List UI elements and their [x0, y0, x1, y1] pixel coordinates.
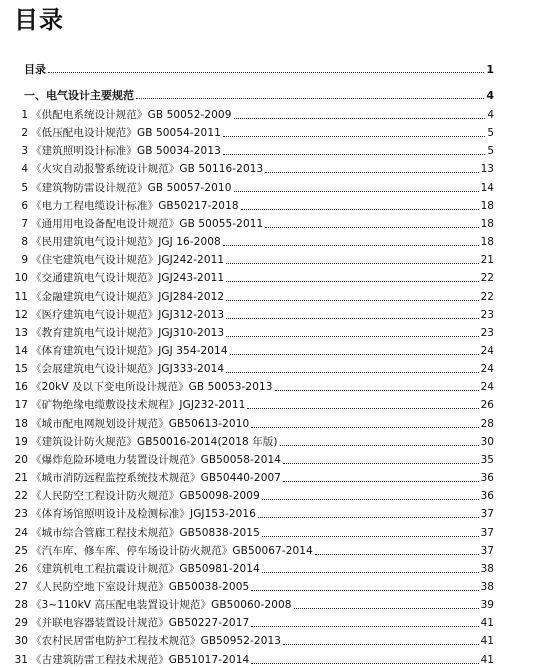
- toc-entry[interactable]: [0, 634, 494, 648]
- dot-leader: [283, 463, 479, 464]
- toc-entry-label: 《古建筑防雷工程技术规范》GB51017-2014: [31, 653, 250, 666]
- toc-page-number: 37: [480, 544, 494, 557]
- toc-entry[interactable]: [0, 562, 494, 576]
- toc-page-number: 14: [480, 181, 494, 194]
- toc-page-number: 30: [480, 435, 494, 448]
- toc-entry-number: 25: [14, 544, 28, 557]
- toc-entry-number: 24: [14, 526, 28, 539]
- toc-entry-label: 《并联电容器装置设计规范》GB50227-2017: [31, 617, 250, 630]
- dot-leader: [294, 608, 479, 609]
- toc-entry[interactable]: [0, 290, 494, 304]
- toc-entry[interactable]: [0, 417, 494, 431]
- toc-entry-number: 17: [14, 399, 28, 412]
- toc-entry-number: 2: [21, 127, 28, 140]
- dot-leader: [226, 372, 478, 373]
- toc-entry[interactable]: [0, 598, 494, 612]
- toc-entry-number: 28: [14, 599, 28, 611]
- dot-leader: [234, 118, 486, 119]
- dot-leader: [226, 318, 478, 319]
- toc-entry-label: 《城市综合管廊工程技术规范》GB50838-2015: [31, 526, 260, 539]
- toc-page-number: 24: [480, 363, 494, 376]
- toc-entry-number: 27: [14, 580, 28, 593]
- toc-entry-number: 6: [21, 199, 28, 212]
- toc-page-number: 24: [480, 344, 494, 357]
- toc-page-number: 41: [480, 635, 494, 648]
- toc-entry[interactable]: [0, 162, 494, 176]
- toc-entry[interactable]: [0, 181, 494, 195]
- toc-entry-number: 31: [14, 653, 28, 666]
- toc-entry-label: 《教育建筑电气设计规范》JGJ310-2013: [31, 326, 225, 339]
- dot-leader: [251, 590, 478, 591]
- toc-entry-label: 《建筑机电工程抗震设计规范》GB50981-2014: [31, 562, 260, 575]
- dot-leader: [234, 191, 479, 192]
- toc-entry-label: 《电力工程电缆设计标准》GB50217-2018: [31, 199, 239, 212]
- dot-leader: [223, 245, 479, 246]
- toc-entry-number: 26: [14, 562, 28, 575]
- toc-entry-label: 《城市消防远程监控系统技术规范》GB50440-2007: [31, 472, 282, 484]
- dot-leader: [262, 572, 479, 573]
- toc-entry-label: 《医疗建筑电气设计规范》JGJ312-2013: [31, 308, 225, 321]
- dot-leader: [262, 499, 479, 500]
- toc-entry-number: 16: [14, 381, 28, 394]
- toc-page-number: 41: [480, 617, 494, 630]
- toc-entry[interactable]: [0, 471, 494, 485]
- toc-page-number: 41: [480, 653, 494, 666]
- toc-entry-number: 14: [14, 344, 28, 357]
- dot-leader: [247, 408, 478, 409]
- toc-entry[interactable]: [0, 580, 494, 594]
- toc-page-number: 23: [480, 308, 494, 321]
- toc-entry-number: 12: [14, 308, 28, 321]
- toc-entry-number: 10: [14, 272, 28, 285]
- toc-entry-number: 15: [14, 363, 28, 376]
- toc-entry-number: 5: [21, 181, 28, 194]
- toc-entry-number: 23: [14, 508, 28, 521]
- toc-entry[interactable]: [0, 235, 494, 249]
- toc-page-number: 21: [480, 254, 494, 267]
- toc-entry[interactable]: [0, 144, 494, 158]
- dot-leader: [251, 427, 478, 428]
- toc-entry[interactable]: [0, 380, 494, 394]
- toc-entry-number: 19: [14, 435, 28, 448]
- dot-leader: [315, 554, 479, 555]
- toc-page-number: 24: [480, 381, 494, 394]
- toc-page-number: 26: [480, 399, 494, 412]
- toc-entry-label: 《体育建筑电气设计规范》JGJ 354-2014: [31, 344, 228, 357]
- toc-entry-label: 《体育场馆照明设计及检测标准》JGJ153-2016: [31, 508, 256, 521]
- toc-top-label: 一、电气设计主要规范: [24, 89, 134, 102]
- toc-entry[interactable]: [0, 398, 494, 412]
- toc-entry-label: 《金融建筑电气设计规范》JGJ284-2012: [31, 290, 225, 303]
- toc-entry-label: 《民用建筑电气设计规范》JGJ 16-2008: [31, 236, 221, 248]
- toc-entry-label: 《建筑照明设计标准》GB 50034-2013: [31, 145, 221, 158]
- toc-page-number: 5: [487, 145, 494, 158]
- toc-entry-label: 《供配电系统设计规范》GB 50052-2009: [31, 109, 232, 121]
- toc-entry[interactable]: [0, 526, 494, 540]
- dot-leader: [265, 172, 478, 173]
- toc-entry-label: 《20kV 及以下变电所设计规范》GB 50053-2013: [31, 381, 273, 394]
- toc-entry-label: 《低压配电设计规范》GB 50054-2011: [31, 127, 221, 140]
- toc-entry[interactable]: [0, 489, 494, 503]
- toc-page-number: 37: [480, 526, 494, 539]
- toc-entry-label: 《建筑物防雷设计规范》GB 50057-2010: [31, 181, 232, 194]
- toc-page-number: 22: [480, 290, 494, 303]
- toc-page-number: 18: [480, 236, 494, 248]
- toc-entry[interactable]: [0, 199, 494, 213]
- toc-entry[interactable]: [0, 126, 494, 140]
- toc-entry-label: 《3~110kV 高压配电装置设计规范》GB50060-2008: [31, 599, 292, 611]
- dot-leader: [251, 626, 478, 627]
- toc-page-number: 36: [480, 472, 494, 484]
- toc-entry-number: 21: [14, 472, 28, 484]
- toc-entry[interactable]: [0, 271, 494, 285]
- toc-entry-label: 《会展建筑电气设计规范》JGJ333-2014: [31, 363, 225, 376]
- toc-entry-number: 4: [21, 163, 28, 176]
- toc-entry-number: 7: [21, 217, 28, 230]
- toc-entry-number: 18: [14, 417, 28, 430]
- dot-leader: [251, 663, 478, 664]
- toc-entry-number: 11: [14, 290, 28, 303]
- toc-entry[interactable]: [0, 344, 494, 358]
- toc-page-number: 23: [480, 326, 494, 339]
- toc-top-item[interactable]: [24, 62, 494, 76]
- toc-entry-number: 29: [14, 617, 28, 630]
- toc-entry-label: 《爆炸危险环境电力装置设计规范》GB50058-2014: [31, 453, 282, 466]
- toc-page-number: 1: [486, 63, 494, 76]
- dot-leader: [226, 263, 478, 264]
- toc-page-number: 36: [480, 490, 494, 503]
- dot-leader: [241, 209, 479, 210]
- toc-page-number: 38: [480, 580, 494, 593]
- toc-page-number: 28: [480, 417, 494, 430]
- toc-entry[interactable]: [0, 108, 494, 122]
- toc-entry-number: 22: [14, 490, 28, 503]
- dot-leader: [280, 445, 479, 446]
- dot-leader: [262, 536, 479, 537]
- toc-entry-label: 《人民防空地下室设计规范》GB50038-2005: [31, 580, 250, 593]
- toc-page-number: 22: [480, 272, 494, 285]
- toc-entry[interactable]: [0, 217, 494, 231]
- toc-entry[interactable]: [0, 453, 494, 467]
- dot-leader: [223, 154, 485, 155]
- toc-entry[interactable]: [0, 326, 494, 340]
- toc-entry-label: 《火灾自动报警系统设计规范》GB 50116-2013: [31, 163, 264, 176]
- toc-entry-number: 20: [14, 453, 28, 466]
- toc-entry[interactable]: [0, 507, 494, 521]
- toc-page-number: 18: [480, 217, 494, 230]
- dot-leader: [275, 390, 479, 391]
- dot-leader: [136, 98, 484, 99]
- toc-page-number: 37: [480, 508, 494, 521]
- toc-entry-number: 3: [21, 145, 28, 158]
- dot-leader: [226, 300, 478, 301]
- toc-entry-label: 《城市配电网规划设计规范》GB50613-2010: [31, 417, 250, 430]
- toc-entry-number: 8: [21, 236, 28, 248]
- toc-entry-number: 9: [21, 254, 28, 267]
- toc-page-number: 5: [487, 127, 494, 140]
- toc-entry-label: 《住宅建筑电气设计规范》JGJ242-2011: [31, 254, 225, 267]
- page-title: 目录: [14, 6, 64, 34]
- toc-page-number: 4: [487, 109, 494, 121]
- toc-entry[interactable]: [0, 435, 494, 449]
- toc-page-number: 39: [480, 599, 494, 611]
- toc-page-number: 38: [480, 562, 494, 575]
- dot-leader: [226, 281, 478, 282]
- toc-entry-label: 《矿物绝缘电缆敷设技术规程》JGJ232-2011: [31, 399, 246, 412]
- toc-entry[interactable]: [0, 253, 494, 267]
- toc-top-item[interactable]: [24, 88, 494, 102]
- toc-entry-label: 《人民防空工程设计防火规范》GB50098-2009: [31, 490, 260, 503]
- dot-leader: [226, 336, 478, 337]
- toc-entry-number: 1: [21, 109, 28, 121]
- toc-entry-label: 《汽车库、修车库、停车场设计防火规范》GB50067-2014: [31, 544, 313, 557]
- toc-entry[interactable]: [0, 616, 494, 630]
- dot-leader: [230, 354, 479, 355]
- toc-page-number: 4: [486, 89, 494, 102]
- toc-entry[interactable]: [0, 362, 494, 376]
- dot-leader: [258, 517, 479, 518]
- toc-entry-label: 《交通建筑电气设计规范》JGJ243-2011: [31, 272, 225, 285]
- toc-entry[interactable]: [0, 308, 494, 322]
- toc-entry-label: 《通用用电设备配电设计规范》GB 50055-2011: [31, 217, 264, 230]
- toc-page-number: 18: [480, 199, 494, 212]
- dot-leader: [48, 72, 484, 73]
- toc-entry-number: 30: [14, 635, 28, 648]
- dot-leader: [265, 227, 478, 228]
- toc-top-label: 目录: [24, 63, 46, 76]
- toc-entry-number: 13: [14, 326, 28, 339]
- dot-leader: [223, 136, 485, 137]
- toc-entry-label: 《建筑设计防火规范》GB50016-2014(2018 年版): [31, 435, 278, 448]
- toc-page-number: 13: [480, 163, 494, 176]
- toc-entry-label: 《农村民居雷电防护工程技术规范》GB50952-2013: [31, 635, 282, 648]
- toc-entry[interactable]: [0, 653, 494, 667]
- dot-leader: [283, 481, 479, 482]
- toc-page-number: 35: [480, 453, 494, 466]
- dot-leader: [283, 644, 479, 645]
- toc-entry[interactable]: [0, 544, 494, 558]
